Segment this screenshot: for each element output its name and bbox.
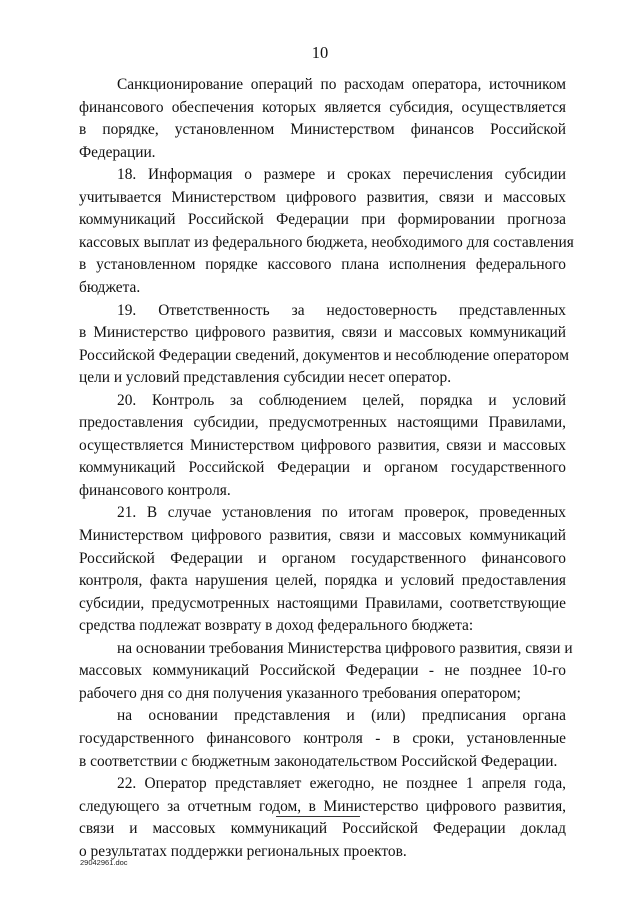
paragraph-line: государственного финансового контроля - в сроки, установленные [79,729,566,747]
paragraph-line: субсидии, предусмотренных настоящими Правилами, соответствующие [79,594,566,612]
paragraph-line: коммуникаций Российской Федерации и органом государственного [79,459,566,477]
paragraph-line: в порядке, установленном Министерством финансов Российской [79,121,566,139]
paragraph-line: на основании требования Министерства цифрового развития, связи и [117,639,573,657]
paragraph-line: о результатах поддержки региональных проектов. [79,842,407,860]
paragraph-line: бюджета. [79,278,141,296]
paragraph-line: цели и условий представления субсидии несет оператор. [79,369,452,387]
paragraph-line: рабочего дня со дня получения указанного требования оператором; [79,684,521,702]
paragraph-line: предоставления субсидии, предусмотренных настоящими Правилами, [79,414,566,432]
paragraph-line: массовых коммуникаций Российской Федерации - не позднее 10-го [79,662,566,680]
paragraph-line: следующего за отчетным годом, в Министерство цифрового развития, [79,797,566,815]
paragraph-line: 19. Ответственность за недостоверность представленных [117,301,566,319]
paragraph-line: 21. В случае установления по итогам проверок, проведенных [117,504,566,522]
paragraph-line: в Министерство цифрового развития, связи и массовых коммуникаций [79,324,566,342]
paragraph-line: учитывается Министерством цифрового развития, связи и массовых [79,188,566,206]
paragraph-line: Российской Федерации и органом государственного финансового [79,549,566,567]
paragraph-line: финансового контроля. [79,481,231,499]
paragraph-line: связи и массовых коммуникаций Российской Федерации доклад [79,820,566,838]
paragraph-line: Санкционирование операций по расходам оператора, источником [117,76,566,93]
paragraph-line: Федерации. [79,143,156,161]
paragraph-line: 20. Контроль за соблюдением целей, порядка и условий [117,391,566,409]
page-number: 10 [311,43,329,62]
paragraph-line: в соответствии с бюджетным законодательством Российской Федерации. [79,752,558,770]
paragraph-line: финансового обеспечения которых является субсидия, осуществляется [79,98,566,116]
paragraph-line: средства подлежат возврату в доход федерального бюджета: [79,617,474,635]
paragraph-line: на основании представления и (или) предписания органа [117,707,566,725]
paragraph-line: в установленном порядке кассового плана исполнения федерального [79,256,566,274]
paragraph-line: Министерством цифрового развития, связи и массовых коммуникаций [79,527,566,544]
end-separator-line [276,816,360,817]
paragraph-line: Российской Федерации сведений, документов и несоблюдение оператором [79,346,570,364]
paragraph-line: контроля, факта нарушения целей, порядка и условий предоставления [79,572,566,590]
paragraph-line: кассовых выплат из федерального бюджета, необходимого для составления [79,233,574,251]
paragraph-line: коммуникаций Российской Федерации при формировании прогноза [79,211,566,229]
paragraph-line: 22. Оператор представляет ежегодно, не позднее 1 апреля года, [117,775,566,793]
paragraph-line: осуществляется Министерством цифрового развития, связи и массовых [79,436,566,454]
paragraph-line: 18. Информация о размере и сроках перечисления субсидии [117,166,566,184]
document-file-id: 29042961.doc [80,858,128,867]
